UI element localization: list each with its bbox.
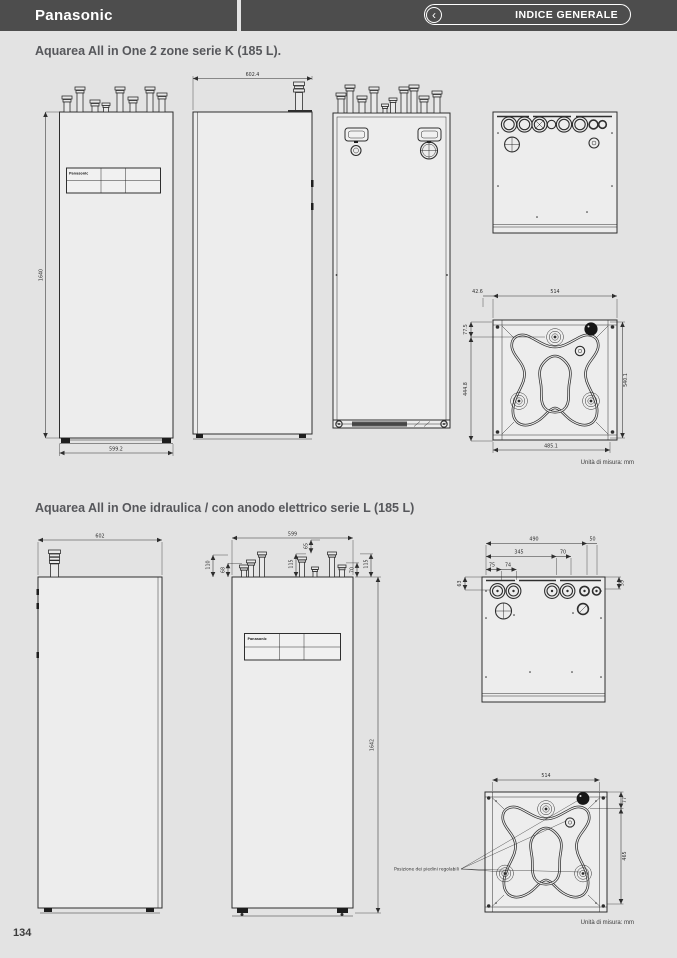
header-bar-right — [241, 0, 677, 31]
dim-top-345: 345 — [514, 550, 524, 556]
feet-note: Posizione dei piedini regolabili — [394, 867, 459, 873]
adjustable-foot — [538, 801, 555, 818]
dim-base-offset-k: 42.6 — [472, 290, 483, 295]
dim-base-left-height-k: 444.8 — [464, 382, 469, 396]
dim-top-490: 490 — [529, 537, 539, 543]
panasonic-logo: Panasonic — [35, 7, 113, 24]
fixed-foot — [577, 792, 590, 805]
dim-base-514: 514 — [541, 774, 551, 779]
back-chevron-icon[interactable]: ‹ — [426, 7, 442, 23]
dim-pipe-115a: 115 — [289, 559, 295, 569]
dim-pipe-70: 70 — [350, 566, 356, 574]
base-view-l — [394, 773, 634, 926]
dim-base-bottom-width-k: 485.1 — [544, 444, 558, 450]
section1-drawings — [0, 60, 677, 480]
adjustable-foot — [583, 393, 600, 410]
front-view-l — [206, 532, 382, 917]
dim-base-top-offset-k: 77.5 — [464, 324, 469, 335]
adjustable-foot — [547, 329, 564, 346]
side-view-l — [37, 534, 163, 914]
dim-front-height-l: 1642 — [370, 738, 376, 752]
control-panel-k — [67, 168, 161, 193]
dim-top-70: 70 — [559, 550, 567, 556]
dim-base-77: 77 — [622, 796, 628, 804]
indice-generale-button[interactable] — [424, 4, 631, 25]
panel-brand-text: Panasonic — [69, 171, 89, 176]
dim-top-75: 75 — [488, 563, 496, 569]
dim-top-50: 50 — [589, 537, 596, 543]
top-view-k — [493, 112, 617, 233]
adjustable-foot — [511, 393, 528, 410]
section2-drawings — [0, 525, 677, 958]
front-view-k — [39, 87, 174, 456]
fixed-foot — [584, 322, 597, 335]
base-view-k — [463, 289, 634, 466]
dim-pipe-65: 65 — [304, 542, 310, 550]
units-note-2: Unità di misura: mm — [580, 920, 634, 926]
dim-front-height-k: 1640 — [39, 268, 45, 282]
page-number: 134 — [13, 927, 32, 939]
dim-front-width-k: 599.2 — [109, 447, 123, 453]
dim-pipe-115b: 115 — [364, 559, 370, 569]
rear-view-k — [333, 85, 450, 428]
dim-right-59: 59 — [620, 579, 626, 587]
dim-base-465: 465 — [622, 851, 628, 861]
dim-pipe-110: 110 — [206, 560, 212, 570]
section2-title: Aquarea All in One idraulica / con anodo elettrico serie L (185 L) — [35, 501, 415, 515]
top-view-l — [457, 537, 626, 703]
indice-generale-label: INDICE GENERALE — [515, 8, 618, 21]
panel-brand-text: Panasonic — [247, 637, 267, 641]
dim-front-width-l: 599 — [287, 532, 298, 538]
side-view-k — [193, 72, 314, 439]
dim-depth-k: 602.4 — [245, 73, 260, 78]
adjustable-foot — [497, 865, 514, 882]
units-note-1: Unità di misura: mm — [580, 460, 634, 466]
dim-pipe-68: 68 — [221, 566, 227, 574]
dim-base-top-width-k: 514 — [550, 290, 560, 295]
dim-top-74: 74 — [504, 563, 512, 569]
dim-depth-l: 602 — [95, 534, 105, 540]
header-bar-left — [0, 0, 237, 31]
adjustable-foot — [575, 865, 592, 882]
dim-left-63: 63 — [458, 580, 463, 587]
dim-base-right-height-k: 540.1 — [624, 373, 629, 387]
section1-title: Aquarea All in One 2 zone serie K (185 L). — [35, 44, 282, 58]
control-panel-l — [245, 634, 341, 661]
